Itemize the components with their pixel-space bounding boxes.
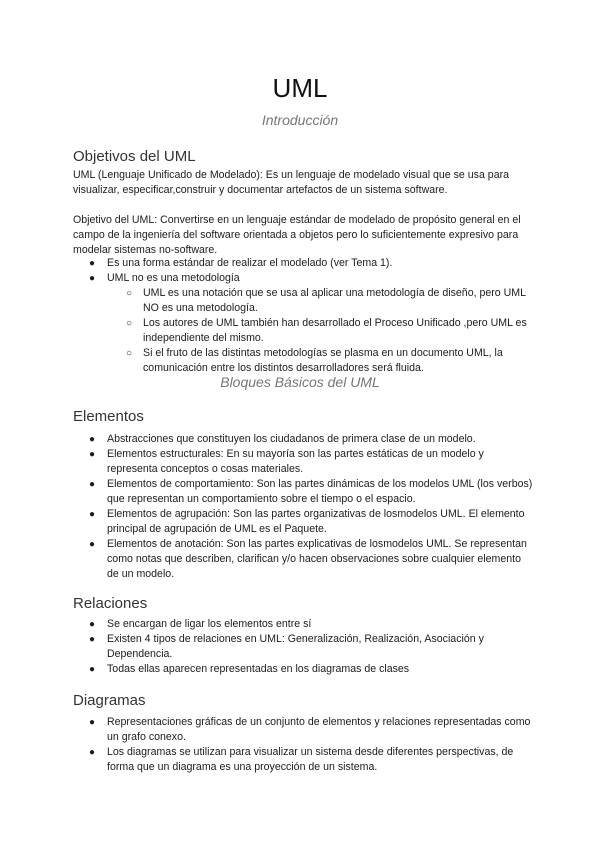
list-item: ● Todas ellas aparecen representadas en los diagramas de clases [89, 663, 410, 675]
bullet-icon: ● [89, 258, 96, 269]
bullet-icon: ● [89, 664, 96, 675]
paragraph-uml-definition: UML (Lenguaje Unificado de Modelado): Es un lenguaje de modelado visual que se usa para visualizar, especificar,construir y documentar artefactos de un sistema software. [73, 169, 509, 196]
circle-bullet-icon: ○ [126, 318, 133, 329]
circle-bullet-icon: ○ [126, 348, 133, 359]
sublist-metodologia [73, 286, 533, 376]
list-item: ● Los diagramas se utilizan para visualizar un sistema desde diferentes perspectivas, de forma que un diagrama es una proyección de un sistema. [89, 746, 514, 773]
document-title: UML [272, 73, 328, 103]
list-item: ● Representaciones gráficas de un conjunto de elementos y relaciones representadas como un grafo conexo. [89, 716, 531, 743]
list-objetivos [73, 256, 533, 376]
bullet-icon: ● [89, 449, 96, 460]
paragraph-uml-objective: Objetivo del UML: Convertirse en un lenguaje estándar de modelado de propósito general en el campo de la ingeniería del software orientada a objetos pero lo suficientemente expresivo para modelar sistemas no-software. [73, 214, 521, 256]
sub-list-item: ○ Los autores de UML también han desarrollado el Proceso Unificado ,pero UML es independiente del mismo. [126, 317, 527, 344]
bullet-icon: ● [89, 273, 96, 284]
list-item: ● UML no es una metodología ○ UML es una notación que se usa al aplicar una metodología de diseño, pero UML NO es una metodología. ○ Los autores de UML también han desarrollado el Proceso Unificado ,pero UML es independiente del mismo. ○ Si el fruto de las distintas metodologías se plasma en un documento UML, la comunicación entre los distintos desarrolladores será fluida. [73, 271, 533, 376]
list-item: ● Elementos de anotación: Son las partes explicativas de losmodelos UML. Se representan como notas que describen, clarifican y/o hacen observaciones sobre cualquier elemento de un modelo. [89, 538, 527, 580]
list-item: ● Es una forma estándar de realizar el modelado (ver Tema 1). [89, 257, 393, 269]
heading-diagramas: Diagramas [73, 692, 146, 709]
bullet-icon: ● [89, 539, 96, 550]
list-item: ● Abstracciones que constituyen los ciudadanos de primera clase de un modelo. [89, 433, 476, 445]
circle-bullet-icon: ○ [126, 288, 133, 299]
heading-relaciones: Relaciones [73, 595, 148, 612]
list-item: ● Existen 4 tipos de relaciones en UML: Generalización, Realización, Asociación y Dependencia. [89, 633, 484, 660]
bullet-icon: ● [89, 747, 96, 758]
bullet-icon: ● [89, 434, 96, 445]
document-subtitle: Introducción [261, 112, 339, 128]
heading-elementos: Elementos [73, 408, 144, 425]
bloques-subtitle: Bloques Básicos del UML [220, 374, 380, 390]
bullet-icon: ● [89, 479, 96, 490]
list-item: ● Elementos estructurales: En su mayoría son las partes estáticas de un modelo y representa conceptos o cosas materiales. [89, 448, 484, 475]
list-relaciones [73, 617, 533, 677]
bullet-icon: ● [89, 717, 96, 728]
sub-list-item: ○ Si el fruto de las distintas metodologías se plasma en un documento UML, la comunicación entre los distintos desarrolladores será fluida. [126, 347, 503, 374]
list-item: ● Elementos de agrupación: Son las partes organizativas de losmodelos UML. El elemento principal de agrupación de UML es el Paquete. [89, 508, 525, 535]
bullet-icon: ● [89, 509, 96, 520]
bullet-icon: ● [89, 619, 96, 630]
list-elementos [73, 432, 533, 582]
heading-objetivos: Objetivos del UML [73, 148, 196, 165]
list-item: ● Elementos de comportamiento: Son las partes dinámicas de los modelos UML (los verbos) que representan un comportamiento sobre el tiempo o el espacio. [89, 478, 533, 505]
list-item: ● Se encargan de ligar los elementos entre sí [89, 618, 312, 630]
sub-list-item: ○ UML es una notación que se usa al aplicar una metodología de diseño, pero UML NO es una metodología. [126, 287, 526, 314]
bullet-icon: ● [89, 634, 96, 645]
list-diagramas [73, 715, 533, 775]
